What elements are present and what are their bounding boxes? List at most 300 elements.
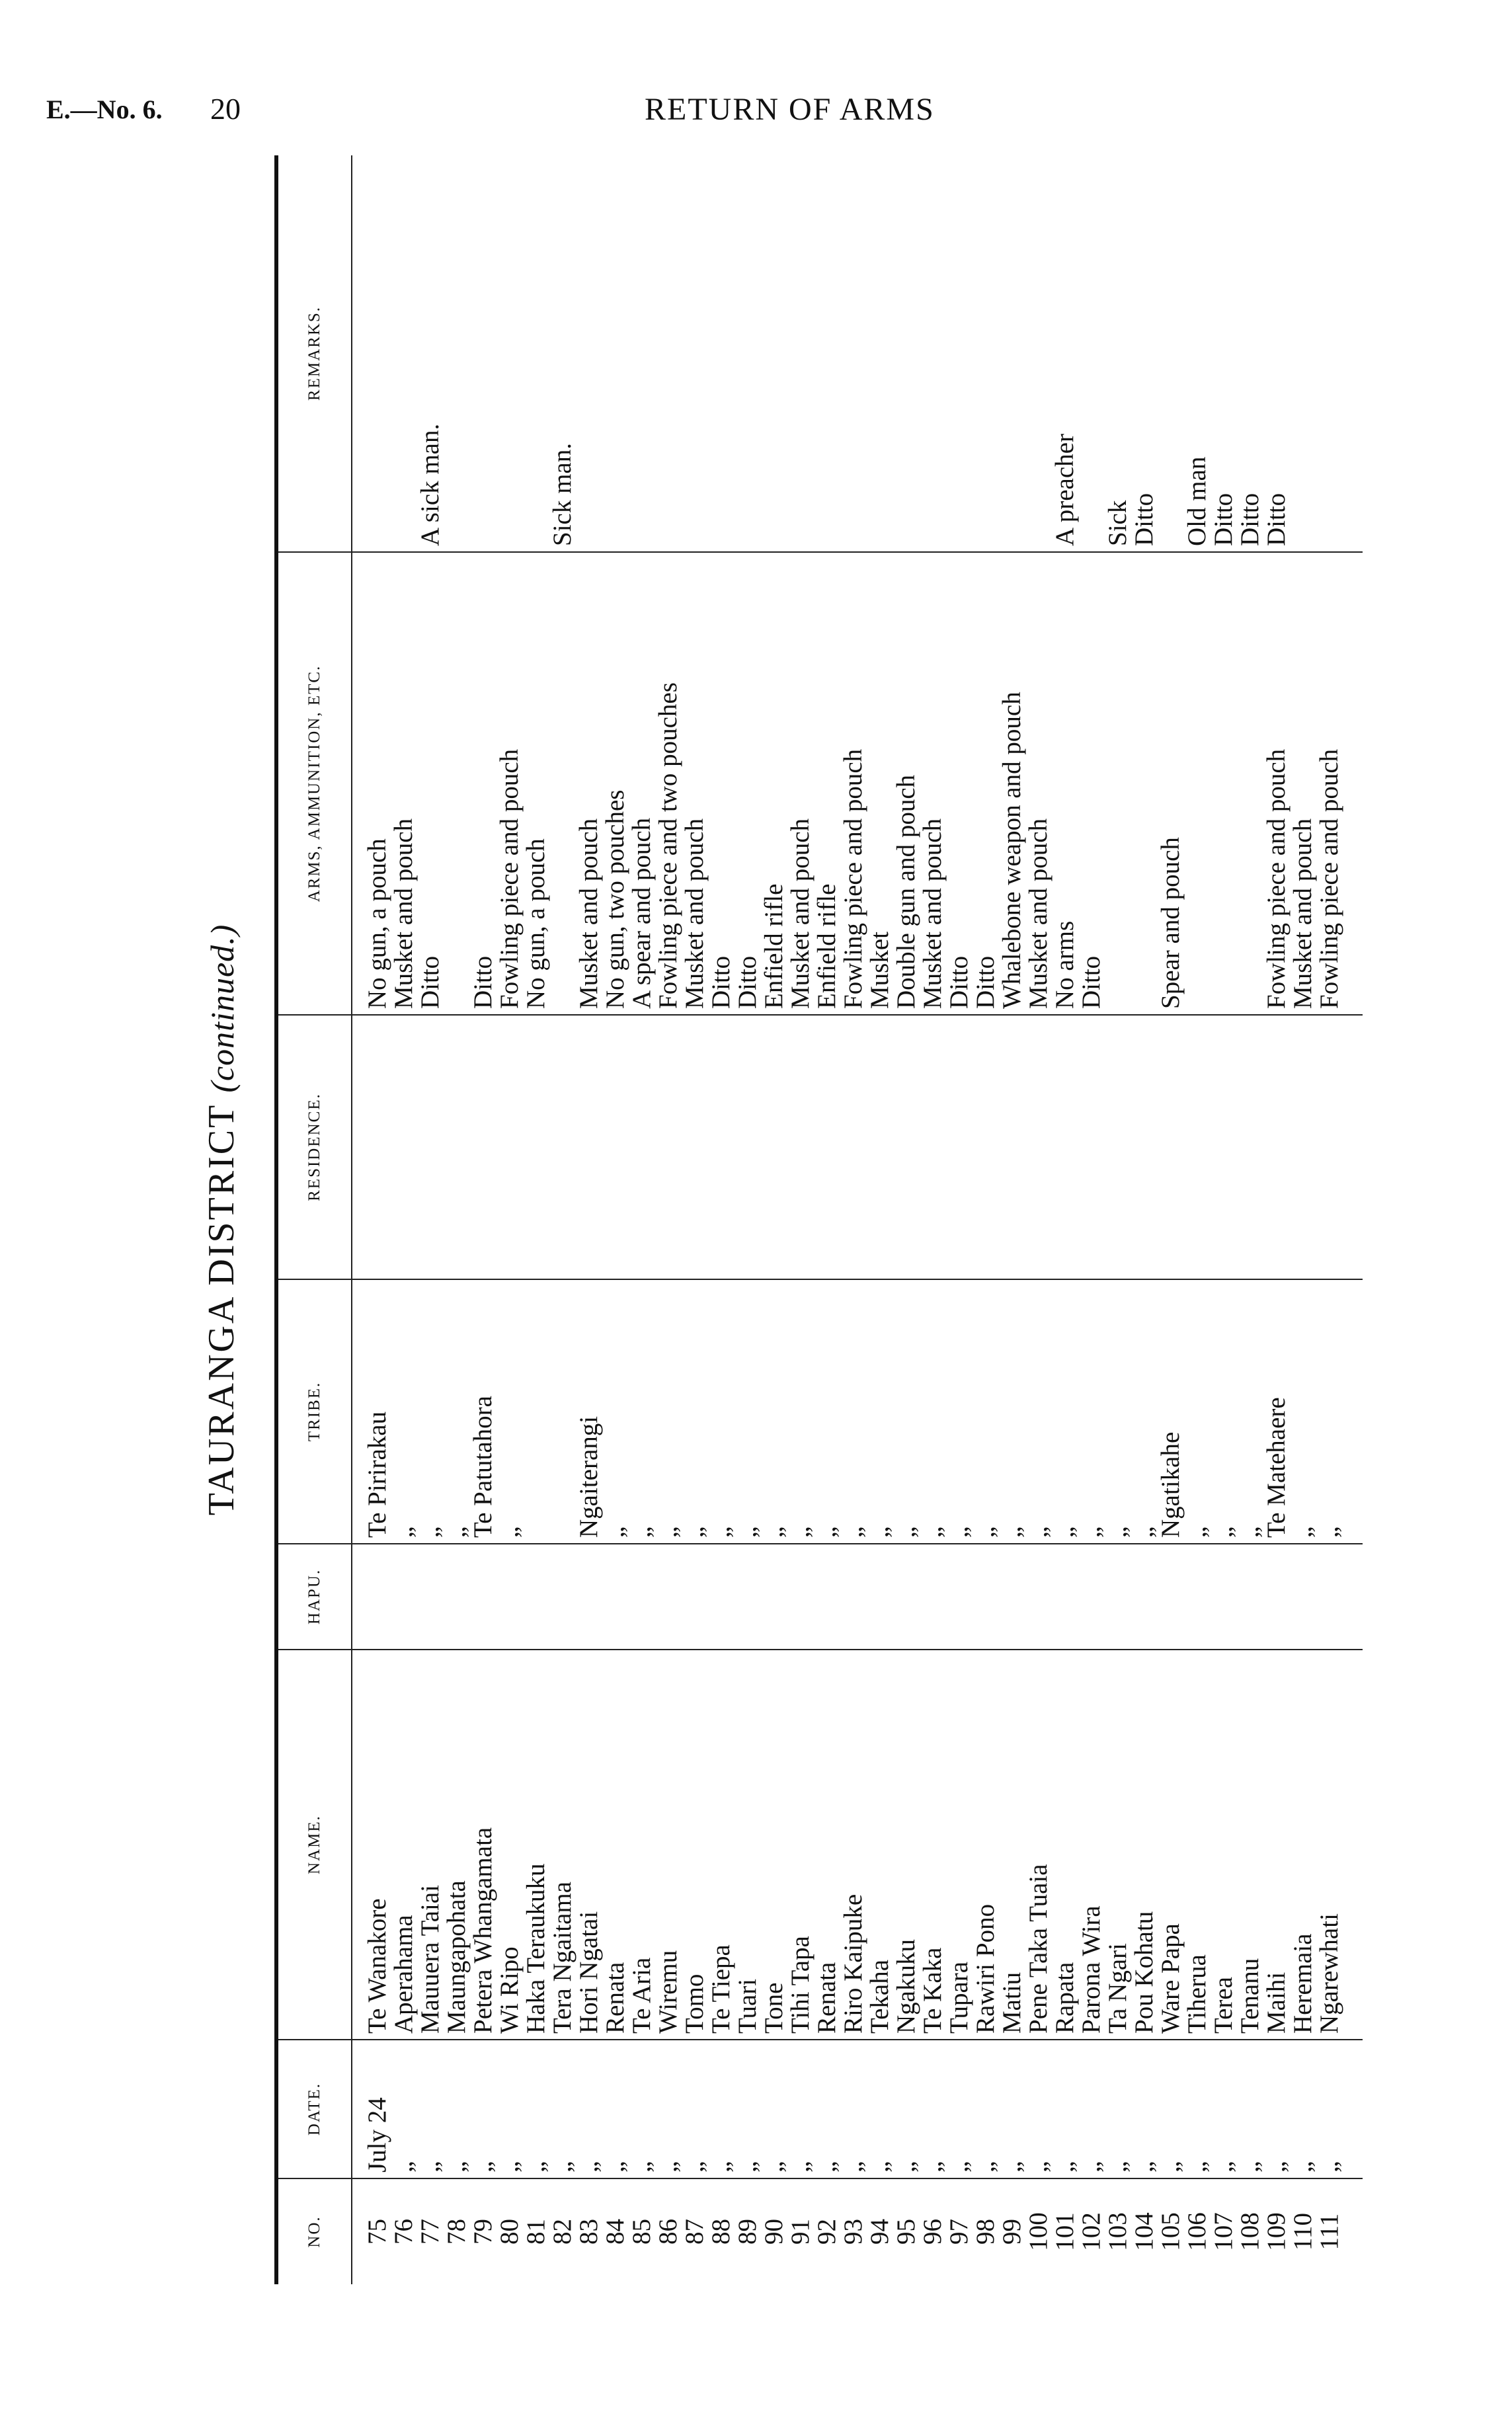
row-name: Tomo xyxy=(682,1650,708,2040)
row-remarks: Sick xyxy=(1105,155,1131,552)
row-number: 89 xyxy=(733,2219,762,2245)
row-date: „ xyxy=(629,2040,655,2178)
row-arms xyxy=(444,552,470,1015)
row-date: „ xyxy=(1237,2040,1263,2178)
row-arms: Ditto xyxy=(1078,552,1105,1015)
row-date: „ xyxy=(1184,2040,1211,2178)
row-name: Riro Kaipuke xyxy=(840,1650,867,2040)
table-row xyxy=(629,155,655,2284)
row-remarks xyxy=(973,155,999,552)
row-name: Ware Papa xyxy=(1158,1650,1184,2040)
row-date: July 24 xyxy=(352,2040,391,2178)
table-row xyxy=(973,155,999,2284)
row-hapu xyxy=(946,1544,973,1650)
row-date: „ xyxy=(708,2040,735,2178)
row-date: „ xyxy=(523,2040,549,2178)
row-date: „ xyxy=(1131,2040,1158,2178)
row-tribe: „ xyxy=(1052,1279,1078,1544)
row-date: „ xyxy=(946,2040,973,2178)
row-number: 98 xyxy=(971,2219,1000,2245)
row-hapu xyxy=(893,1544,920,1650)
row-number: 96 xyxy=(918,2219,947,2245)
row-residence xyxy=(1263,1015,1290,1279)
row-name: Tone xyxy=(761,1650,787,2040)
row-number: 99 xyxy=(998,2219,1026,2245)
row-date: „ xyxy=(840,2040,867,2178)
row-arms: Ditto xyxy=(973,552,999,1015)
table-row xyxy=(352,155,391,2284)
row-number: 83 xyxy=(575,2219,603,2245)
row-date: „ xyxy=(1158,2040,1184,2178)
table-row xyxy=(893,155,920,2284)
table-row xyxy=(708,155,735,2284)
row-date: „ xyxy=(761,2040,787,2178)
page-number: 20 xyxy=(210,92,241,126)
row-name: Mauuera Taiai xyxy=(417,1650,444,2040)
row-number: 106 xyxy=(1183,2212,1211,2251)
row-name: Renata xyxy=(814,1650,840,2040)
row-residence xyxy=(1025,1015,1052,1279)
row-number: 100 xyxy=(1024,2212,1053,2251)
row-tribe: „ xyxy=(893,1279,920,1544)
table-row xyxy=(444,155,470,2284)
row-arms: Musket and pouch xyxy=(576,552,602,1015)
table-row xyxy=(1290,155,1316,2284)
row-date: „ xyxy=(787,2040,814,2178)
row-remarks xyxy=(920,155,946,552)
row-date: „ xyxy=(391,2040,417,2178)
row-number: 92 xyxy=(813,2219,841,2245)
table-row xyxy=(655,155,682,2284)
row-tribe: „ xyxy=(655,1279,682,1544)
row-arms: Whalebone weapon and pouch xyxy=(999,552,1025,1015)
row-residence xyxy=(682,1015,708,1279)
row-name: Tihi Tapa xyxy=(787,1650,814,2040)
row-number: 102 xyxy=(1077,2212,1105,2251)
row-remarks xyxy=(1025,155,1052,552)
row-residence xyxy=(973,1015,999,1279)
row-number: 94 xyxy=(865,2219,894,2245)
row-arms: Fowling piece and pouch xyxy=(1316,552,1363,1015)
row-residence xyxy=(1211,1015,1237,1279)
table-row xyxy=(391,155,417,2284)
row-date: „ xyxy=(470,2040,497,2178)
table-body xyxy=(352,155,1363,2284)
row-tribe: Te Patutahora xyxy=(470,1279,497,1544)
row-date: „ xyxy=(999,2040,1025,2178)
row-remarks xyxy=(999,155,1025,552)
row-hapu xyxy=(497,1544,523,1650)
row-arms: Double gun and pouch xyxy=(893,552,920,1015)
row-tribe: Ngatikahe xyxy=(1158,1279,1184,1544)
row-name: Pene Taka Tuaia xyxy=(1025,1650,1052,2040)
row-residence xyxy=(523,1015,549,1279)
row-hapu xyxy=(1105,1544,1131,1650)
row-remarks xyxy=(497,155,523,552)
row-remarks xyxy=(682,155,708,552)
row-residence xyxy=(655,1015,682,1279)
row-residence xyxy=(602,1015,629,1279)
row-tribe: „ xyxy=(629,1279,655,1544)
row-date: „ xyxy=(1316,2040,1363,2178)
row-number: 88 xyxy=(707,2219,735,2245)
row-remarks xyxy=(761,155,787,552)
row-arms: Musket and pouch xyxy=(1025,552,1052,1015)
row-date: „ xyxy=(444,2040,470,2178)
row-remarks xyxy=(655,155,682,552)
row-hapu xyxy=(1184,1544,1211,1650)
row-remarks: A sick man. xyxy=(417,155,444,552)
row-residence xyxy=(576,1015,602,1279)
row-hapu xyxy=(417,1544,444,1650)
row-number: 93 xyxy=(839,2219,867,2245)
table-row xyxy=(1158,155,1184,2284)
row-date: „ xyxy=(814,2040,840,2178)
arms-return-table xyxy=(274,155,1363,2284)
row-hapu xyxy=(1078,1544,1105,1650)
row-tribe: „ xyxy=(787,1279,814,1544)
row-name: Tenanu xyxy=(1237,1650,1263,2040)
table-row xyxy=(999,155,1025,2284)
table-row xyxy=(549,155,576,2284)
row-remarks xyxy=(1316,155,1363,552)
row-number: 105 xyxy=(1156,2212,1185,2251)
row-number: 78 xyxy=(442,2219,471,2245)
row-remarks: Ditto xyxy=(1237,155,1263,552)
table-header-row xyxy=(276,155,352,2284)
row-date: „ xyxy=(920,2040,946,2178)
row-tribe: „ xyxy=(973,1279,999,1544)
row-tribe: „ xyxy=(497,1279,523,1544)
row-arms: Spear and pouch xyxy=(1158,552,1184,1015)
row-name: Ta Ngari xyxy=(1105,1650,1131,2040)
row-residence xyxy=(999,1015,1025,1279)
row-number: 109 xyxy=(1262,2212,1291,2251)
row-name: Te Wanakore xyxy=(352,1650,391,2040)
row-residence xyxy=(893,1015,920,1279)
row-arms: Ditto xyxy=(708,552,735,1015)
row-residence xyxy=(920,1015,946,1279)
row-tribe: „ xyxy=(1211,1279,1237,1544)
row-date: „ xyxy=(1078,2040,1105,2178)
row-number: 104 xyxy=(1130,2212,1158,2251)
row-tribe: „ xyxy=(999,1279,1025,1544)
row-number: 76 xyxy=(389,2219,418,2245)
row-date: „ xyxy=(973,2040,999,2178)
row-arms: Ditto xyxy=(417,552,444,1015)
row-number: 82 xyxy=(548,2219,577,2245)
table-row xyxy=(497,155,523,2284)
row-hapu xyxy=(708,1544,735,1650)
table-row xyxy=(417,155,444,2284)
row-tribe: „ xyxy=(1237,1279,1263,1544)
table-row xyxy=(1078,155,1105,2284)
row-name: Te Aria xyxy=(629,1650,655,2040)
row-residence xyxy=(391,1015,417,1279)
row-number: 87 xyxy=(680,2219,709,2245)
row-remarks xyxy=(352,155,391,552)
row-name: Heremaia xyxy=(1290,1650,1316,2040)
row-date: „ xyxy=(1290,2040,1316,2178)
row-date: „ xyxy=(497,2040,523,2178)
page-title: RETURN OF ARMS xyxy=(645,92,935,127)
table-row xyxy=(920,155,946,2284)
row-tribe xyxy=(549,1279,576,1544)
row-date: „ xyxy=(1263,2040,1290,2178)
row-arms xyxy=(1105,552,1131,1015)
row-tribe xyxy=(523,1279,549,1544)
rotated-return-table xyxy=(192,155,1448,2284)
row-tribe: „ xyxy=(1290,1279,1316,1544)
row-tribe: „ xyxy=(602,1279,629,1544)
row-residence xyxy=(1158,1015,1184,1279)
row-name: Te Tiepa xyxy=(708,1650,735,2040)
row-date: „ xyxy=(682,2040,708,2178)
row-arms: Ditto xyxy=(735,552,761,1015)
row-residence xyxy=(735,1015,761,1279)
column-header-name: NAME. xyxy=(276,1650,352,2040)
row-arms: Musket and pouch xyxy=(787,552,814,1015)
row-number: 81 xyxy=(522,2219,550,2245)
row-remarks xyxy=(840,155,867,552)
row-remarks: Old man xyxy=(1184,155,1211,552)
row-number: 95 xyxy=(892,2219,920,2245)
table-row xyxy=(840,155,867,2284)
row-hapu xyxy=(920,1544,946,1650)
row-residence xyxy=(787,1015,814,1279)
row-arms: Fowling piece and pouch xyxy=(1263,552,1290,1015)
row-remarks xyxy=(867,155,893,552)
row-number: 75 xyxy=(363,2219,391,2245)
row-arms: Ditto xyxy=(470,552,497,1015)
column-header-remarks: REMARKS. xyxy=(276,155,352,552)
row-number: 90 xyxy=(760,2219,788,2245)
row-residence xyxy=(946,1015,973,1279)
column-header-tribe: TRIBE. xyxy=(276,1279,352,1544)
row-arms: Enfield rifle xyxy=(761,552,787,1015)
row-name: Tera Ngaitama xyxy=(549,1650,576,2040)
table-row xyxy=(1316,155,1363,2284)
row-number: 110 xyxy=(1289,2212,1317,2251)
row-arms: Enfield rifle xyxy=(814,552,840,1015)
row-remarks xyxy=(576,155,602,552)
row-remarks xyxy=(946,155,973,552)
row-remarks: Ditto xyxy=(1263,155,1290,552)
row-tribe: „ xyxy=(391,1279,417,1544)
table-row xyxy=(1237,155,1263,2284)
row-arms: Ditto xyxy=(946,552,973,1015)
row-tribe: „ xyxy=(682,1279,708,1544)
row-remarks xyxy=(470,155,497,552)
row-hapu xyxy=(1052,1544,1078,1650)
row-number: 107 xyxy=(1209,2212,1238,2251)
row-arms xyxy=(1131,552,1158,1015)
row-remarks xyxy=(893,155,920,552)
row-number: 103 xyxy=(1103,2212,1132,2251)
table-row xyxy=(867,155,893,2284)
row-residence xyxy=(470,1015,497,1279)
row-tribe: Te Matehaere xyxy=(1263,1279,1290,1544)
row-tribe: „ xyxy=(761,1279,787,1544)
row-remarks xyxy=(787,155,814,552)
row-date: „ xyxy=(1211,2040,1237,2178)
row-hapu xyxy=(391,1544,417,1650)
row-name: Hori Ngatai xyxy=(576,1650,602,2040)
table-row xyxy=(1184,155,1211,2284)
table-row xyxy=(1025,155,1052,2284)
row-remarks xyxy=(391,155,417,552)
row-tribe: „ xyxy=(840,1279,867,1544)
row-hapu xyxy=(1025,1544,1052,1650)
table-row xyxy=(946,155,973,2284)
row-arms: No gun, two pouches xyxy=(602,552,629,1015)
row-remarks xyxy=(602,155,629,552)
row-tribe: „ xyxy=(735,1279,761,1544)
row-name: Ngarewhati xyxy=(1316,1650,1363,2040)
row-residence xyxy=(497,1015,523,1279)
row-arms: Fowling piece and two pouches xyxy=(655,552,682,1015)
row-name: Renata xyxy=(602,1650,629,2040)
row-number: 91 xyxy=(786,2219,815,2245)
row-number: 80 xyxy=(495,2219,524,2245)
row-date: „ xyxy=(655,2040,682,2178)
row-residence xyxy=(417,1015,444,1279)
table-row xyxy=(1263,155,1290,2284)
row-residence xyxy=(1078,1015,1105,1279)
row-number: 84 xyxy=(601,2219,629,2245)
table-row xyxy=(682,155,708,2284)
row-hapu xyxy=(1211,1544,1237,1650)
row-residence xyxy=(444,1015,470,1279)
row-date: „ xyxy=(549,2040,576,2178)
row-tribe: „ xyxy=(1184,1279,1211,1544)
column-header-no: NO. xyxy=(276,2178,352,2284)
row-residence xyxy=(840,1015,867,1279)
row-tribe: „ xyxy=(1105,1279,1131,1544)
row-tribe: „ xyxy=(417,1279,444,1544)
row-hapu xyxy=(735,1544,761,1650)
row-tribe: „ xyxy=(1025,1279,1052,1544)
row-name: Wi Ripo xyxy=(497,1650,523,2040)
row-tribe: „ xyxy=(1316,1279,1363,1544)
row-arms xyxy=(1237,552,1263,1015)
row-arms xyxy=(549,552,576,1015)
row-name: Pou Kohatu xyxy=(1131,1650,1158,2040)
district-subtitle: (continued.) xyxy=(204,924,241,1093)
row-remarks xyxy=(814,155,840,552)
row-residence xyxy=(814,1015,840,1279)
column-header-residence: RESIDENCE. xyxy=(276,1015,352,1279)
row-remarks: Ditto xyxy=(1211,155,1237,552)
row-date: „ xyxy=(417,2040,444,2178)
row-number: 111 xyxy=(1315,2213,1343,2251)
row-name: Maihi xyxy=(1263,1650,1290,2040)
row-hapu xyxy=(444,1544,470,1650)
row-name: Parona Wira xyxy=(1078,1650,1105,2040)
row-arms: Musket and pouch xyxy=(682,552,708,1015)
row-tribe: „ xyxy=(708,1279,735,1544)
table-row xyxy=(787,155,814,2284)
row-arms: No gun, a pouch xyxy=(523,552,549,1015)
row-remarks xyxy=(629,155,655,552)
row-arms: Musket and pouch xyxy=(391,552,417,1015)
row-remarks xyxy=(735,155,761,552)
table-row xyxy=(735,155,761,2284)
table-row xyxy=(576,155,602,2284)
row-remarks: A preacher xyxy=(1052,155,1078,552)
row-name: Tuari xyxy=(735,1650,761,2040)
row-hapu xyxy=(1131,1544,1158,1650)
row-tribe: „ xyxy=(814,1279,840,1544)
row-name: Haka Teraukuku xyxy=(523,1650,549,2040)
row-name: Ngakuku xyxy=(893,1650,920,2040)
row-name: Terea xyxy=(1211,1650,1237,2040)
column-header-arms: ARMS, AMMUNITION, ETC. xyxy=(276,552,352,1015)
column-header-date: DATE. xyxy=(276,2040,352,2178)
row-remarks xyxy=(444,155,470,552)
row-hapu xyxy=(999,1544,1025,1650)
table-row xyxy=(602,155,629,2284)
row-arms: A spear and pouch xyxy=(629,552,655,1015)
row-hapu xyxy=(470,1544,497,1650)
table-row xyxy=(1211,155,1237,2284)
row-hapu xyxy=(840,1544,867,1650)
row-hapu xyxy=(655,1544,682,1650)
row-name: Maungapohata xyxy=(444,1650,470,2040)
row-tribe: „ xyxy=(920,1279,946,1544)
table-row xyxy=(470,155,497,2284)
row-residence xyxy=(1052,1015,1078,1279)
row-hapu xyxy=(523,1544,549,1650)
table-row xyxy=(1131,155,1158,2284)
row-hapu xyxy=(867,1544,893,1650)
row-hapu xyxy=(1263,1544,1290,1650)
table-row xyxy=(761,155,787,2284)
table-row xyxy=(523,155,549,2284)
row-name: Aperahama xyxy=(391,1650,417,2040)
row-hapu xyxy=(352,1544,391,1650)
row-hapu xyxy=(761,1544,787,1650)
row-date: „ xyxy=(893,2040,920,2178)
row-tribe: „ xyxy=(1131,1279,1158,1544)
row-number: 97 xyxy=(945,2219,973,2245)
page-header xyxy=(0,86,1512,139)
row-residence xyxy=(1237,1015,1263,1279)
row-hapu xyxy=(1237,1544,1263,1650)
row-name: Rapata xyxy=(1052,1650,1078,2040)
row-number: 77 xyxy=(416,2219,444,2245)
column-header-hapu: HAPU. xyxy=(276,1544,352,1650)
row-hapu xyxy=(549,1544,576,1650)
row-hapu xyxy=(787,1544,814,1650)
row-remarks: Ditto xyxy=(1131,155,1158,552)
row-hapu xyxy=(814,1544,840,1650)
row-name: Te Kaka xyxy=(920,1650,946,2040)
row-number: 101 xyxy=(1051,2212,1079,2251)
row-tribe: „ xyxy=(444,1279,470,1544)
table-row xyxy=(1052,155,1078,2284)
row-arms xyxy=(1211,552,1237,1015)
row-residence xyxy=(1290,1015,1316,1279)
row-tribe: „ xyxy=(1078,1279,1105,1544)
row-residence xyxy=(867,1015,893,1279)
row-arms: Musket and pouch xyxy=(1290,552,1316,1015)
row-date: „ xyxy=(1025,2040,1052,2178)
document-reference: E.—No. 6. xyxy=(46,95,163,124)
row-date: „ xyxy=(602,2040,629,2178)
row-number: 85 xyxy=(627,2219,656,2245)
district-heading xyxy=(192,155,284,2284)
